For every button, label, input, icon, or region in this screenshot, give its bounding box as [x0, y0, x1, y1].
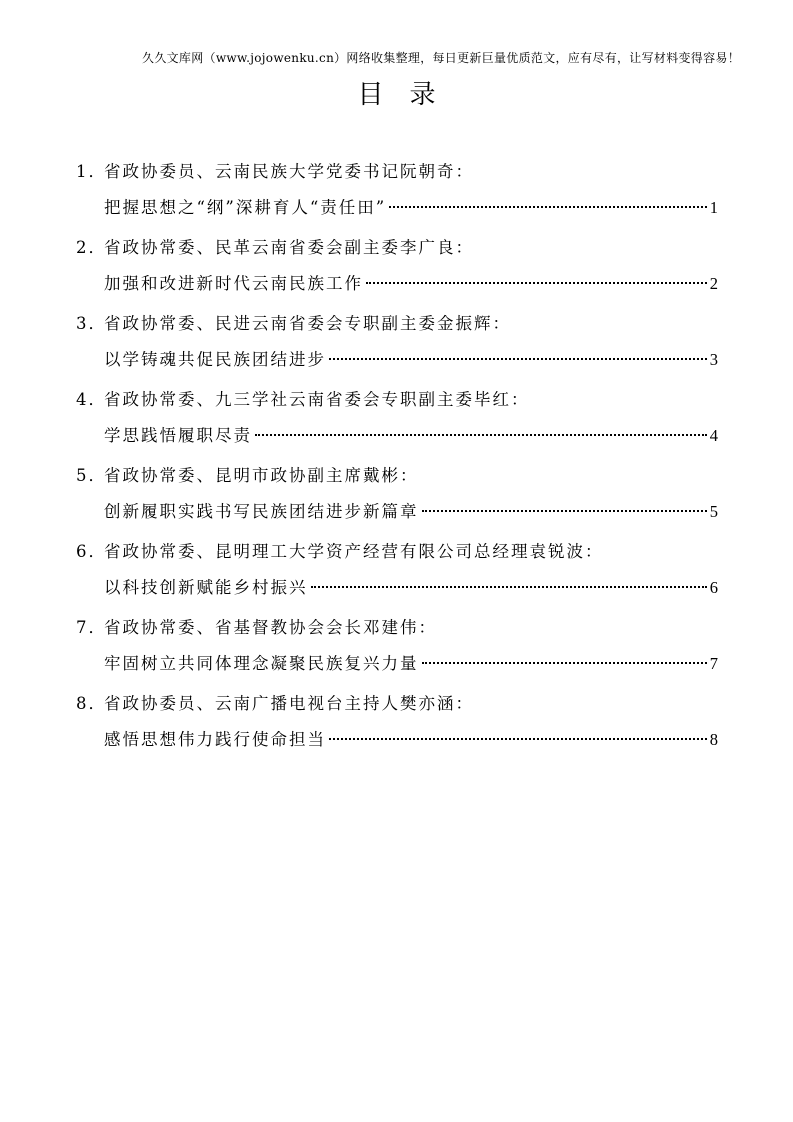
entry-title-line	[104, 570, 718, 606]
entry-title-line	[104, 494, 718, 530]
toc-title: 目录	[357, 80, 462, 110]
entry-title: 感悟思想伟力践行使命担当	[104, 730, 326, 749]
entry-title: 学思践悟履职尽责	[104, 426, 252, 445]
dot-leader	[329, 358, 707, 360]
entry-number: 1．	[76, 162, 107, 181]
entry-author: 省政协委员、云南广播电视台主持人樊亦涵：	[104, 694, 474, 713]
toc-entry-7[interactable]	[76, 610, 718, 686]
entry-author: 省政协常委、九三学社云南省委会专职副主委毕红：	[104, 390, 530, 409]
toc-entry-3[interactable]	[76, 306, 718, 382]
entry-title: 牢固树立共同体理念凝聚民族复兴力量	[104, 654, 419, 673]
entry-title: 以科技创新赋能乡村振兴	[104, 578, 308, 597]
toc-entry-2[interactable]	[76, 230, 718, 306]
toc-entry-8[interactable]	[76, 686, 718, 762]
table-of-contents	[76, 154, 718, 762]
page-number: 7	[709, 654, 718, 673]
entry-title: 把握思想之“纲”深耕育人“责任田”	[104, 198, 387, 217]
page-number: 5	[709, 502, 718, 521]
page-number: 6	[709, 578, 718, 597]
page-number: 8	[709, 730, 718, 749]
entry-author: 省政协常委、省基督教协会会长邓建伟：	[104, 618, 437, 637]
entry-author: 省政协常委、昆明市政协副主席戴彬：	[104, 466, 419, 485]
page-number: 1	[709, 198, 718, 217]
dot-leader	[422, 662, 707, 664]
entry-heading	[76, 306, 718, 342]
entry-number: 7．	[76, 618, 107, 637]
dot-leader	[329, 738, 707, 740]
entry-title-line	[104, 342, 718, 378]
page-number: 3	[709, 350, 718, 369]
header-note: 久久文库网（www.jojowenku.cn）网络收集整理，每日更新巨量优质范文，应有尽有，让写材料变得容易！	[142, 51, 740, 65]
entry-title-line	[104, 266, 718, 302]
entry-number: 3．	[76, 314, 107, 333]
entry-title: 加强和改进新时代云南民族工作	[104, 274, 363, 293]
dot-leader	[255, 434, 707, 436]
entry-title-line	[104, 190, 718, 226]
entry-number: 6．	[76, 542, 107, 561]
entry-heading	[76, 458, 718, 494]
entry-heading	[76, 610, 718, 646]
toc-entry-4[interactable]	[76, 382, 718, 458]
page-number: 4	[709, 426, 718, 445]
page-number: 2	[709, 274, 718, 293]
entry-author: 省政协常委、民进云南省委会专职副主委金振辉：	[104, 314, 511, 333]
toc-entry-5[interactable]	[76, 458, 718, 534]
dot-leader	[366, 282, 707, 284]
dot-leader	[389, 206, 707, 208]
entry-author: 省政协委员、云南民族大学党委书记阮朝奇：	[104, 162, 474, 181]
entry-number: 2．	[76, 238, 107, 257]
entry-heading	[76, 534, 718, 570]
dot-leader	[311, 586, 707, 588]
entry-heading	[76, 230, 718, 266]
toc-entry-6[interactable]	[76, 534, 718, 610]
entry-heading	[76, 154, 718, 190]
entry-number: 5．	[76, 466, 107, 485]
dot-leader	[422, 510, 707, 512]
entry-title-line	[104, 722, 718, 758]
entry-number: 8．	[76, 694, 107, 713]
toc-entry-1[interactable]	[76, 154, 718, 230]
entry-author: 省政协常委、民革云南省委会副主委李广良：	[104, 238, 474, 257]
entry-number: 4．	[76, 390, 107, 409]
entry-title-line	[104, 646, 718, 682]
entry-title-line	[104, 418, 718, 454]
entry-heading	[76, 382, 718, 418]
entry-title: 以学铸魂共促民族团结进步	[104, 350, 326, 369]
entry-heading	[76, 686, 718, 722]
entry-title: 创新履职实践书写民族团结进步新篇章	[104, 502, 419, 521]
entry-author: 省政协常委、昆明理工大学资产经营有限公司总经理袁锐波：	[104, 542, 604, 561]
